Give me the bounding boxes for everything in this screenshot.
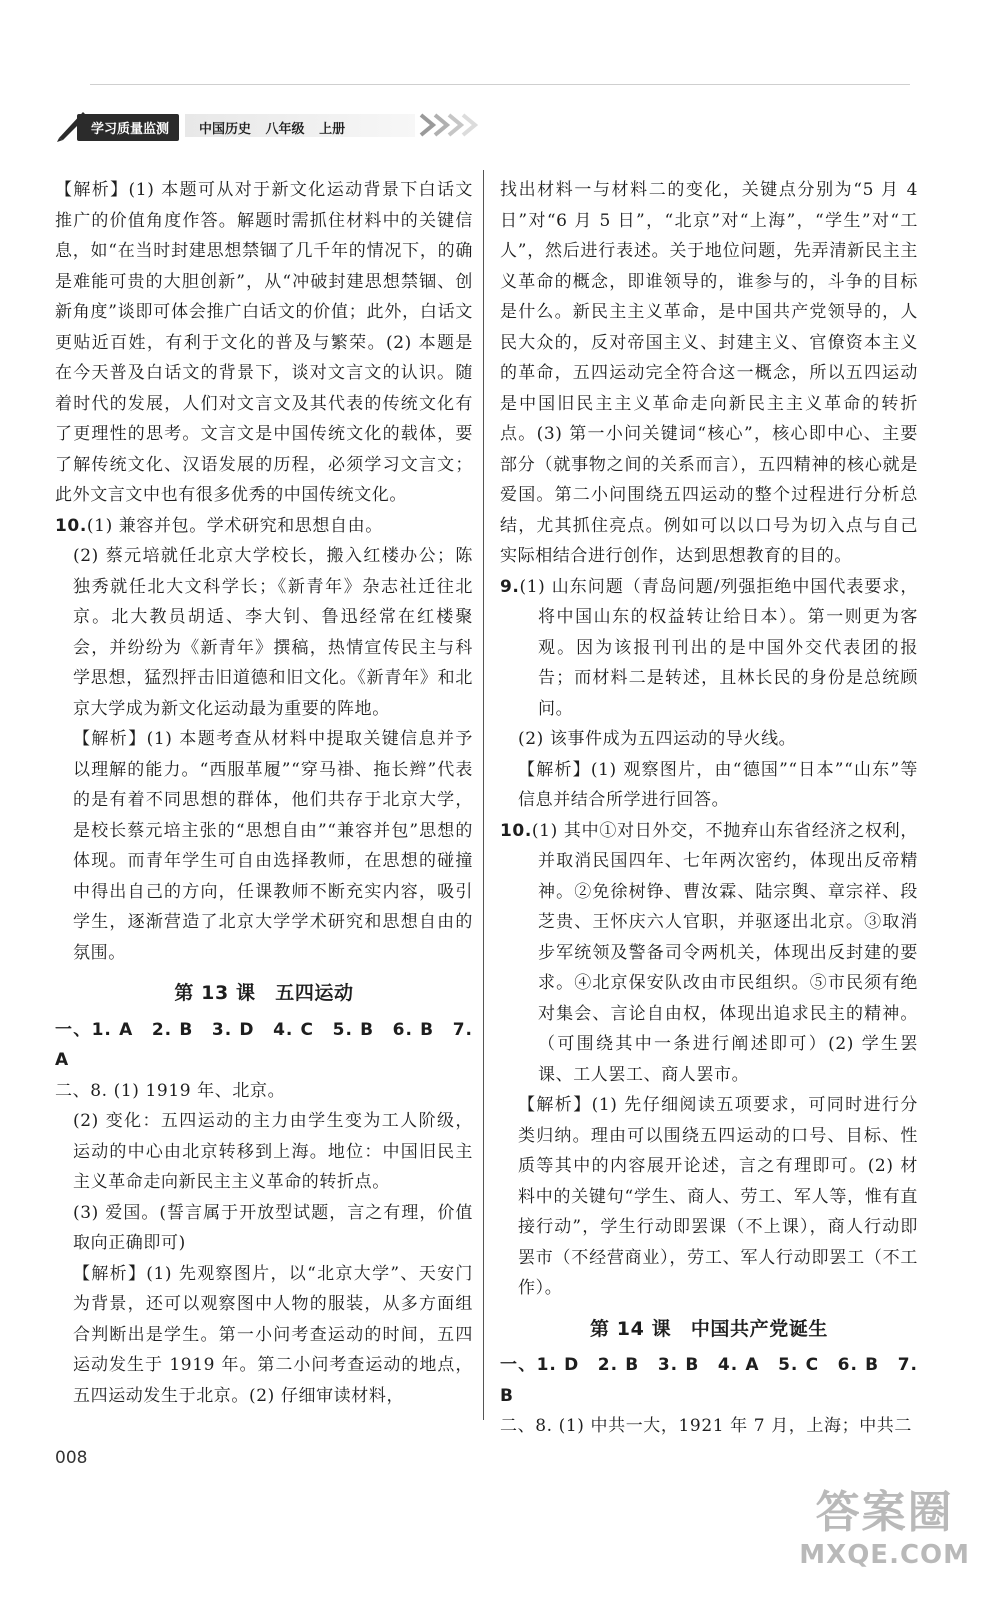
question-10-answer	[500, 816, 918, 1091]
question-10-analysis-right: 【解析】(1) 先仔细阅读五项要求，可同时进行分类归纳。理由可以围绕五四运动的口号、目标、性质等其中的内容展开论述，言之有理即可。(2) 材料中的关键句“学生、商人、劳工、军人等，惟有直接行动”，学生行动即罢课（不上课），商人行动即罢市（不经营商业），劳工、军人行动即罢工（不工作）。	[518, 1095, 918, 1298]
page-header	[55, 108, 485, 142]
question-9-answer-2: (2) 该事件成为五四运动的导火线。	[518, 729, 797, 749]
column-divider	[483, 170, 484, 1420]
question-number: 10.	[500, 820, 532, 841]
chevron-right-icon	[417, 112, 487, 138]
question-9-analysis: 【解析】(1) 观察图片，由“德国”“日本”“山东”等信息并结合所学进行回答。	[518, 759, 918, 810]
lesson-13-q8-answer-3: (3) 爱国。(誓言属于开放型试题，言之有理，价值取向正确即可)	[73, 1202, 473, 1253]
question-9-answer-1	[500, 572, 918, 725]
lesson-13-analysis: 【解析】(1) 先观察图片，以“北京大学”、天安门为背景，还可以观察图中人物的服装，从多方面组合判断出是学生。第一小问考查运动的时间，五四运动发生于 1919 年。第二小问考查运动的地点，五四运动发生于北京。(2) 仔细审读材料，	[73, 1263, 473, 1406]
question-number: 9.	[500, 576, 520, 597]
volume-label: 上册	[319, 122, 346, 137]
answer-text: (1) 兼容并包。学术研究和思想自由。	[86, 515, 383, 536]
analysis-paragraph: 【解析】(1) 本题可从对于新文化运动背景下白话文推广的价值角度作答。解题时需抓住材料中的关键信息，如“在当时封建思想禁锢了几千年的情况下，的确是难能可贵的大胆创新”，从“冲破封建思想禁锢、创新角度”谈即可体会推广白话文的价值；此外，白话文更贴近百姓，有利于文化的普及与繁荣。(2) 本题是在今天普及白话文的背景下，谈对文言文的认识。随着时代的发展，人们对文言文及其代表的传统文化有了更理性的思考。文言文是中国传统文化的载体，要了解传统文化、汉语发展的历程，必须学习文言文；此外文言文中也有很多优秀的中国传统文化。	[55, 180, 473, 505]
lesson-13-heading: 第 13 课 五四运动	[174, 982, 354, 1004]
page-number: 008	[55, 1448, 88, 1468]
subject-label: 中国历史	[199, 122, 252, 137]
lesson-13-q8-answer-2: (2) 变化：五四运动的主力由学生变为工人阶级，运动的中心由北京转移到上海。地位：中国旧民主主义革命走向新民主主义革命的转折点。	[73, 1111, 473, 1192]
answer-text: (1) 其中①对日外交，不抛弃山东省经济之权利，并取消民国四年、七年两次密约，体现出反帝精神。②免徐树铮、曹汝霖、陆宗舆、章宗祥、段芝贵、王怀庆六人官职，并驱逐出北京。③取消步军统领及警备司令两机关，体现出反封建的要求。④北京保安队改由市民组织。⑤市民须有绝对集会、言论自由权，体现出追求民主的精神。（可围绕其中一条进行阐述即可）(2) 学生罢课、工人罢工、商人罢市。	[531, 820, 918, 1085]
watermark-logo	[799, 1476, 970, 1570]
question-number: 10.	[55, 515, 87, 536]
book-info	[185, 114, 415, 137]
lesson-14-choice-answers: 一、1. D 2. B 3. B 4. A 5. C 6. B 7. B	[500, 1355, 918, 1406]
left-column	[55, 175, 473, 1411]
lesson-14-heading: 第 14 课 中国共产党诞生	[589, 1317, 829, 1340]
watermark-logo-text: 答案圈	[815, 1487, 954, 1538]
grade-label: 八年级	[265, 122, 305, 137]
lesson-13-q8-answer-1: 二、8. (1) 1919 年、北京。	[55, 1080, 286, 1101]
header-rule	[90, 84, 910, 85]
question-10-analysis: 【解析】(1) 本题考查从材料中提取关键信息并予以理解的能力。“西服革履”“穿马褂、拖长辫”代表的是有着不同思想的群体，他们共存于北京大学，是校长蔡元培主张的“思想自由”“兼容并包”思想的体现。而青年学生可自由选择教师，在思想的碰撞中得出自己的方向，任课教师不断充实内容，吸引学生，逐渐营造了北京大学学术研究和思想自由的氛围。	[73, 729, 473, 963]
series-title: 学习质量监测	[77, 114, 179, 141]
answer-text: (1) 山东问题（青岛问题/列强拒绝中国代表要求，将中国山东的权益转让给日本）。第一则更为客观。因为该报刊刊出的是中国外交代表团的报告；而材料二是转述，且林长民的身份是总统顾问。	[519, 576, 918, 719]
watermark-url: MXQE.COM	[799, 1540, 970, 1570]
analysis-continued: 找出材料一与材料二的变化，关键点分别为“5 月 4 日”对“6 月 5 日”，“北京”对“上海”，“学生”对“工人”，然后进行表述。关于地位问题，先弄清新民主主义革命的概念，即谁领导的，谁参与的，斗争的目标是什么。新民主主义革命，是中国共产党领导的，人民大众的，反对帝国主义、封建主义、官僚资本主义的革命，五四运动完全符合这一概念，所以五四运动是中国旧民主主义革命走向新民主主义革命的转折点。(3) 第一小问关键词“核心”，核心即中心、主要部分（就事物之间的关系而言），五四精神的核心就是爱国。第二小问围绕五四运动的整个过程进行分析总结，尤其抓住亮点。例如可以以口号为切入点与自己实际相结合进行创作，达到思想教育的目的。	[500, 180, 918, 566]
lesson-14-q8-answer: 二、8. (1) 中共一大，1921 年 7 月，上海；中共二	[500, 1416, 912, 1436]
question-10-answer-1	[55, 511, 473, 542]
right-column	[500, 175, 918, 1442]
lesson-13-choice-answers: 一、1. A 2. B 3. D 4. C 5. B 6. B 7. A	[55, 1019, 473, 1070]
question-10-answer-2: (2) 蔡元培就任北京大学校长，搬入红楼办公；陈独秀就任北大文科学长；《新青年》杂志社迁往北京。北大教员胡适、李大钊、鲁迅经常在红楼聚会，并纷纷为《新青年》撰稿，热情宣传民主与科学思想，猛烈抨击旧道德和旧文化。《新青年》和北京大学成为新文化运动最为重要的阵地。	[73, 546, 473, 719]
